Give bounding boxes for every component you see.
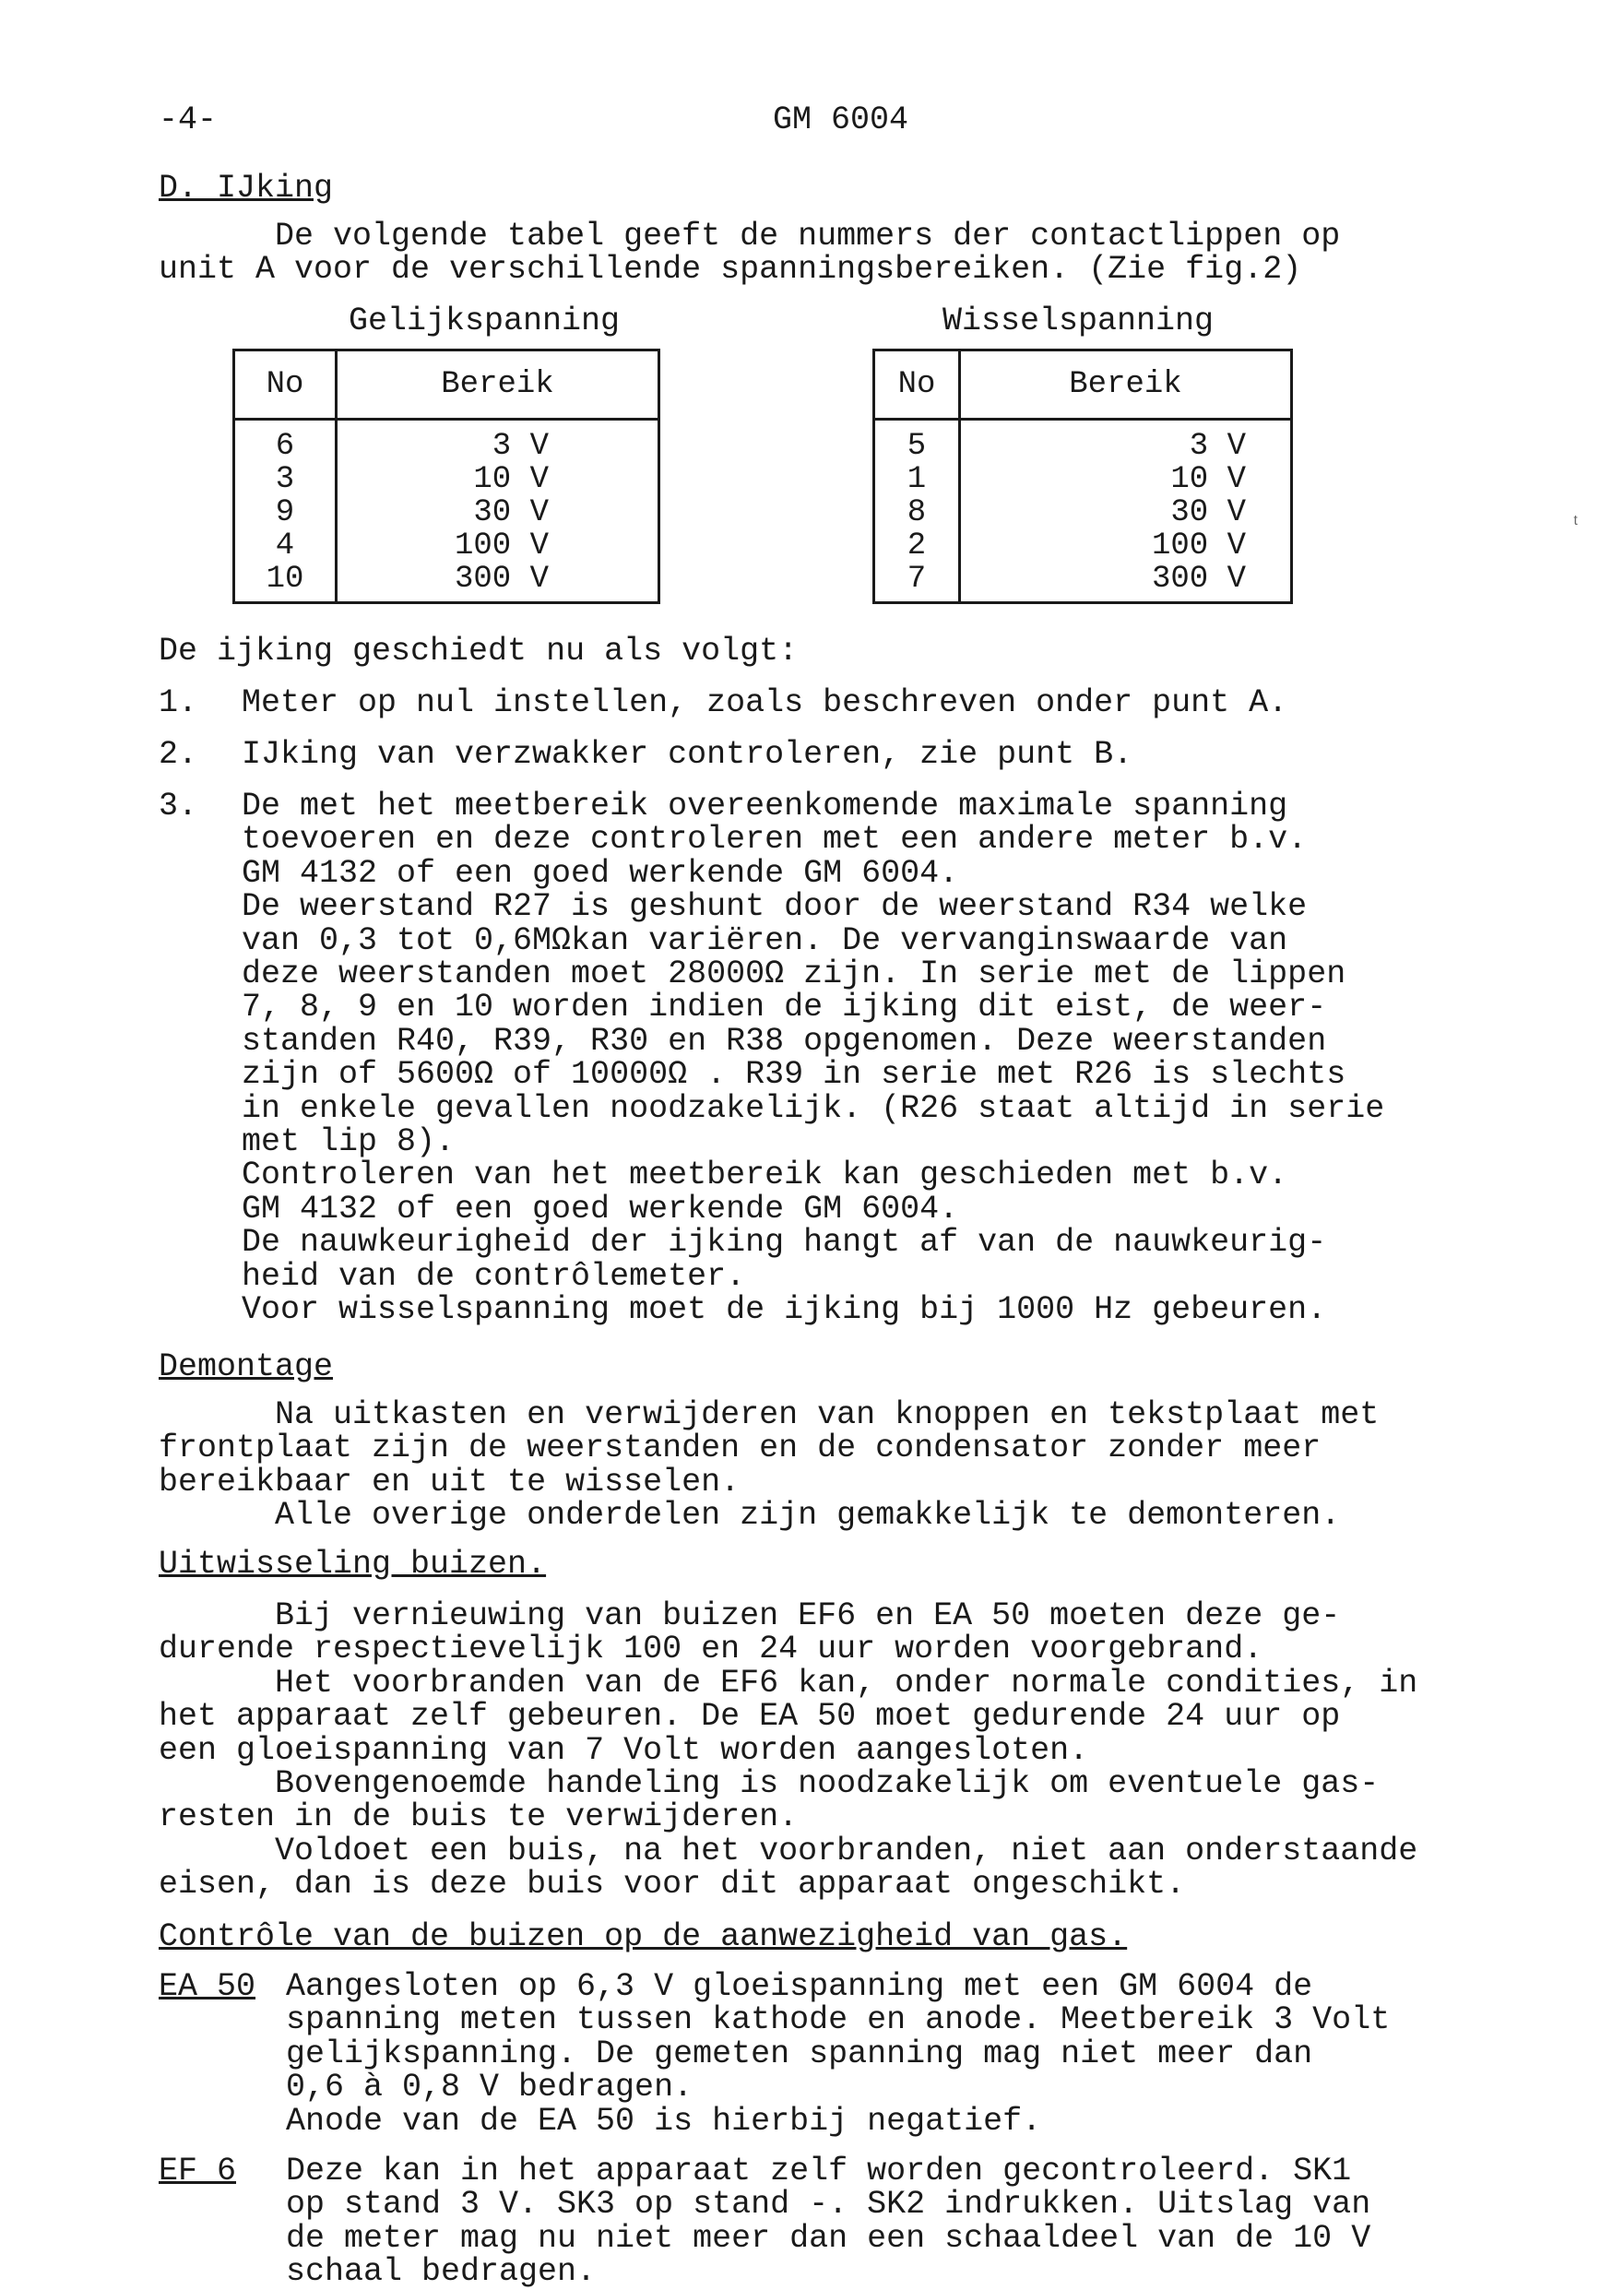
ea50-line: spanning meten tussen kathode en anode. Meetbereik 3 Volt: [286, 2001, 1391, 2039]
item-3-line: deze weerstanden moet 28000Ω zijn. In serie met de lippen: [242, 955, 1346, 992]
tubes-line: durende respectievelijk 100 en 24 uur worden voorgebrand.: [159, 1631, 1263, 1668]
item-3-line: met lip 8).: [242, 1123, 456, 1160]
dc-row-no: 9: [275, 495, 295, 530]
document-model: GM 6004: [773, 101, 909, 138]
item-3-line: GM 4132 of een goed werkende GM 6004.: [242, 1190, 959, 1228]
section-title-tubes: Uitwisseling buizen.: [159, 1546, 547, 1583]
item-3-line: Voor wisselspanning moet de ijking bij 1000 Hz gebeuren.: [242, 1291, 1327, 1328]
dc-row-range: 30 V: [473, 495, 549, 530]
demontage-line: bereikbaar en uit te wisselen.: [159, 1463, 741, 1501]
procedure-item-2-text: IJking van verzwakker controleren, zie punt B.: [242, 736, 1133, 773]
ac-row-no: 1: [907, 462, 927, 497]
page-number: -4-: [159, 101, 218, 138]
section-title-gas-check: Contrôle van de buizen op de aanwezigheid van gas.: [159, 1918, 1128, 1955]
dc-row-range: 100 V: [454, 528, 549, 564]
item-3-line: toevoeren en deze controleren met een andere meter b.v.: [242, 821, 1308, 859]
intro-line-2: unit A voor de verschillende spanningsbereiken. (Zie fig.2): [159, 251, 1302, 288]
section-title-demontage: Demontage: [159, 1348, 334, 1385]
ea50-line: Anode van de EA 50 is hierbij negatief.: [286, 2102, 1042, 2140]
tubes-line: Bij vernieuwing van buizen EF6 en EA 50 moeten deze ge-: [159, 1597, 1341, 1634]
ac-row-range: 30 V: [1170, 495, 1246, 530]
tubes-line: een gloeispanning van 7 Volt worden aangesloten.: [159, 1731, 1089, 1769]
ac-calibration-table: [872, 349, 1293, 604]
item-3-line: De nauwkeurigheid der ijking hangt af van de nauwkeurig-: [242, 1224, 1327, 1262]
dc-row-no: 10: [266, 562, 304, 597]
ef6-line: Deze kan in het apparaat zelf worden gecontroleerd. SK1: [286, 2153, 1352, 2189]
dc-table-body: [234, 420, 659, 603]
ac-col-range-header: Bereik: [960, 350, 1292, 420]
ac-row-no: 7: [907, 562, 927, 597]
dc-row-no: 6: [275, 429, 295, 464]
dc-row-no: 3: [275, 462, 295, 497]
ac-row-no: 2: [907, 528, 927, 564]
ac-col-no-header: No: [874, 350, 960, 420]
item-3-line: zijn of 5600Ω of 10000Ω . R39 in serie met R26 is slechts: [242, 1056, 1346, 1094]
item-3-line: 7, 8, 9 en 10 worden indien de ijking dit eist, de weer-: [242, 989, 1327, 1026]
item-3-line: van 0,3 tot 0,6MΩkan variëren. De vervanginswaarde van: [242, 921, 1288, 959]
ef6-line: de meter mag nu niet meer dan een schaaldeel van de 10 V: [286, 2219, 1371, 2257]
ac-row-range: 10 V: [1170, 462, 1246, 497]
tube-label-ef6: EF 6: [159, 2153, 237, 2189]
demontage-line: Alle overige onderdelen zijn gemakkelijk te demonteren.: [159, 1497, 1341, 1535]
procedure-item-1-number: 1.: [159, 684, 198, 721]
dc-row-range: 300 V: [454, 562, 549, 597]
tubes-line: Het voorbranden van de EF6 kan, onder normale condities, in: [159, 1664, 1418, 1702]
procedure-item-2-number: 2.: [159, 736, 198, 773]
dc-calibration-table: [232, 349, 660, 604]
tubes-line: resten in de buis te verwijderen.: [159, 1798, 799, 1836]
ef6-line: op stand 3 V. SK3 op stand -. SK2 indrukken. Uitslag van: [286, 2186, 1371, 2224]
tube-label-ea50: EA 50: [159, 1968, 256, 2005]
ea50-line: gelijkspanning. De gemeten spanning mag niet meer dan: [286, 2035, 1313, 2072]
demontage-line: Na uitkasten en verwijderen van knoppen en tekstplaat met: [159, 1396, 1380, 1433]
item-3-line: GM 4132 of een goed werkende GM 6004.: [242, 854, 959, 892]
stray-mark: ᵗ: [1570, 513, 1583, 536]
ac-row-range: 100 V: [1151, 528, 1246, 564]
dc-row-range: 3 V: [492, 429, 549, 464]
ea50-line: Aangesloten op 6,3 V gloeispanning met een GM 6004 de: [286, 1968, 1313, 2005]
ac-table-caption: Wisselspanning: [942, 303, 1215, 339]
item-3-line: standen R40, R39, R30 en R38 opgenomen. Deze weerstanden: [242, 1022, 1327, 1060]
section-title-ijking: D. IJking: [159, 170, 334, 207]
dc-row-range: 10 V: [473, 462, 549, 497]
dc-col-range-header: Bereik: [337, 350, 659, 420]
tubes-line: het apparaat zelf gebeuren. De EA 50 moet gedurende 24 uur op: [159, 1698, 1341, 1736]
tubes-line: Bovengenoemde handeling is noodzakelijk om eventuele gas-: [159, 1765, 1380, 1802]
demontage-line: frontplaat zijn de weerstanden en de condensator zonder meer: [159, 1430, 1322, 1467]
ef6-line: schaal bedragen.: [286, 2253, 597, 2290]
dc-col-no-header: No: [234, 350, 337, 420]
ac-row-no: 8: [907, 495, 927, 530]
procedure-lead: De ijking geschiedt nu als volgt:: [159, 633, 799, 670]
ac-row-range: 300 V: [1151, 562, 1246, 597]
item-3-line: Controleren van het meetbereik kan geschieden met b.v.: [242, 1157, 1288, 1194]
ac-row-no: 5: [907, 429, 927, 464]
tubes-line: Voldoet een buis, na het voorbranden, niet aan onderstaande: [159, 1832, 1418, 1869]
item-3-line: De weerstand R27 is geshunt door de weerstand R34 welke: [242, 888, 1308, 926]
tubes-line: eisen, dan is deze buis voor dit apparaat ongeschikt.: [159, 1866, 1186, 1904]
ea50-line: 0,6 à 0,8 V bedragen.: [286, 2069, 693, 2106]
procedure-item-1-text: Meter op nul instellen, zoals beschreven onder punt A.: [242, 684, 1288, 721]
ac-row-range: 3 V: [1189, 429, 1246, 464]
procedure-item-3-number: 3.: [159, 788, 198, 825]
dc-table-caption: Gelijkspanning: [349, 303, 621, 339]
dc-row-no: 4: [275, 528, 295, 564]
intro-line-1: De volgende tabel geeft de nummers der contactlippen op: [159, 218, 1341, 255]
ac-table-body: [874, 420, 1292, 603]
item-3-line: De met het meetbereik overeenkomende maximale spanning: [242, 788, 1288, 825]
item-3-line: in enkele gevallen noodzakelijk. (R26 staat altijd in serie: [242, 1089, 1385, 1127]
item-3-line: heid van de contrôlemeter.: [242, 1257, 746, 1295]
